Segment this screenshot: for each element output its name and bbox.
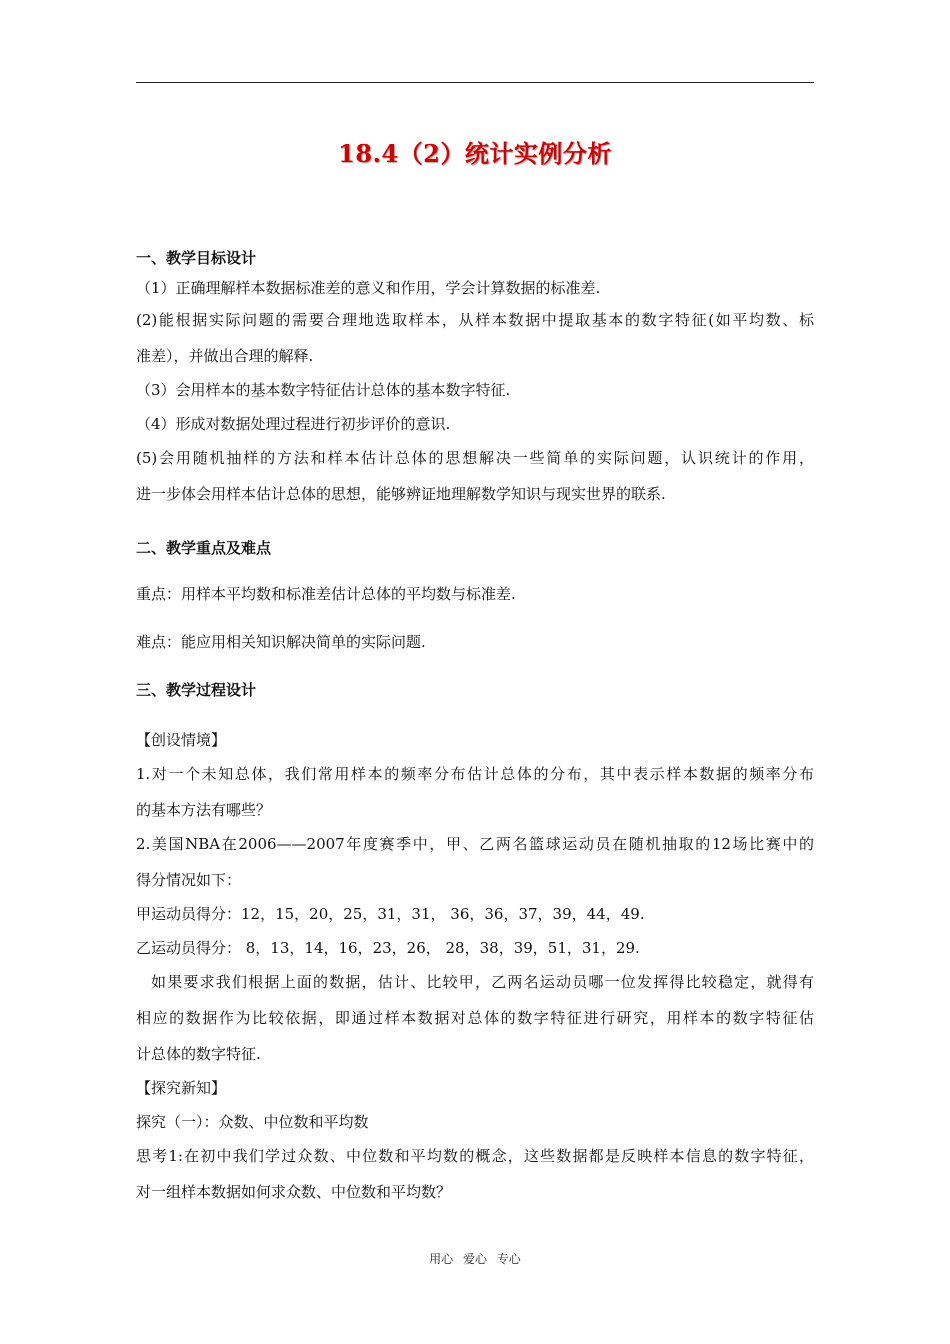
section-heading-process: 三、教学过程设计 bbox=[136, 681, 257, 699]
section-heading-key-points: 二、教学重点及难点 bbox=[136, 539, 272, 557]
question-1-cont: 的基本方法有哪些？ bbox=[136, 801, 272, 819]
paragraph-line: 相应的数据作为比较依据，即通过样本数据对总体的数字特征进行研究，用样本的数字特征估 bbox=[136, 1009, 814, 1027]
page-title: 18.4（2）统计实例分析 bbox=[338, 139, 612, 168]
objective-item: （4）形成对数据处理过程进行初步评价的意识. bbox=[136, 415, 451, 433]
player-a-scores: 甲运动员得分：12，15，20，25，31，31， 36，36，37，39，44，49. bbox=[136, 905, 645, 923]
key-point: 重点：用样本平均数和标准差估计总体的平均数与标准差. bbox=[136, 585, 516, 603]
objective-item: （3）会用样本的基本数字特征估计总体的基本数字特征. bbox=[136, 381, 511, 399]
scenario-label: 【创设情境】 bbox=[136, 731, 227, 749]
section-heading-objectives: 一、教学目标设计 bbox=[136, 249, 257, 267]
paragraph-line: 如果要求我们根据上面的数据，估计、比较甲，乙两名运动员哪一位发挥得比较稳定，就得有 bbox=[151, 973, 814, 991]
header-rule bbox=[136, 82, 814, 83]
think-1-cont: 对一组样本数据如何求众数、中位数和平均数？ bbox=[136, 1183, 452, 1201]
explore-1: 探究（一）：众数、中位数和平均数 bbox=[136, 1113, 369, 1131]
paragraph-line: 计总体的数字特征. bbox=[136, 1045, 261, 1063]
objective-item: 进一步体会用样本估计总体的思想，能够辨证地理解数学知识与现实世界的联系. bbox=[136, 485, 666, 503]
think-1: 思考1:在初中我们学过众数、中位数和平均数的概念，这些数据都是反映样本信息的数字特征， bbox=[136, 1147, 814, 1165]
page-footer: 用心 爱心 专心 bbox=[429, 1252, 521, 1266]
question-2: 2.美国NBA在2006——2007年度赛季中，甲、乙两名篮球运动员在随机抽取的12场比赛中的 bbox=[136, 835, 814, 853]
explore-label: 【探究新知】 bbox=[136, 1079, 227, 1097]
player-b-scores: 乙运动员得分： 8，13，14，16，23，26， 28，38，39，51，31，29. bbox=[136, 939, 640, 957]
question-2-cont: 得分情况如下： bbox=[136, 871, 242, 889]
objective-item: (2)能根据实际问题的需要合理地选取样本，从样本数据中提取基本的数字特征(如平均数、标 bbox=[136, 311, 814, 329]
question-1: 1.对一个未知总体，我们常用样本的频率分布估计总体的分布，其中表示样本数据的频率分布 bbox=[136, 765, 814, 783]
difficult-point: 难点：能应用相关知识解决简单的实际问题. bbox=[136, 633, 426, 651]
objective-item: （1）正确理解样本数据标准差的意义和作用，学会计算数据的标准差. bbox=[136, 279, 601, 297]
objective-item: (5)会用随机抽样的方法和样本估计总体的思想解决一些简单的实际问题，认识统计的作用， bbox=[136, 449, 814, 467]
objective-item: 准差），并做出合理的解释. bbox=[136, 347, 314, 365]
